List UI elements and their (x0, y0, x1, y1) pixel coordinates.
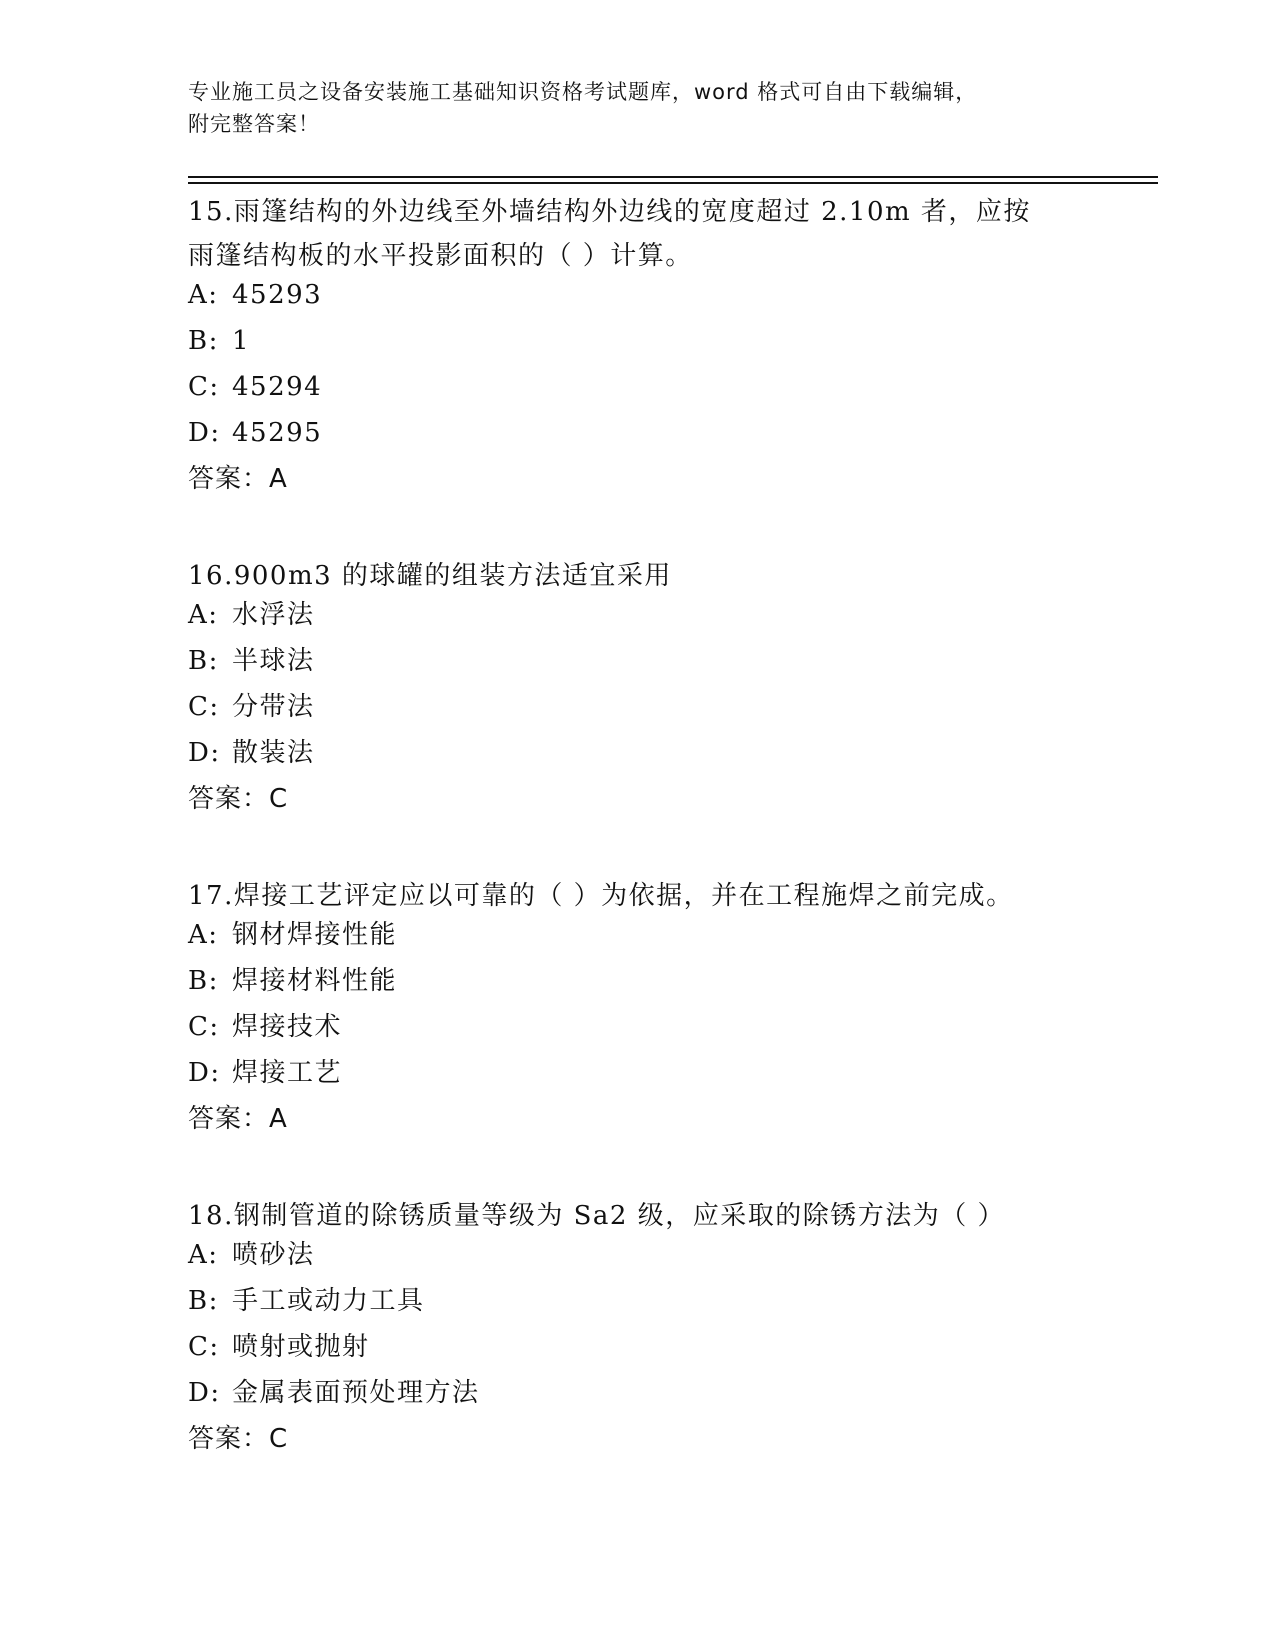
option-a (188, 920, 1108, 966)
option-letter: D: (188, 1378, 221, 1408)
option-letter: A: (188, 280, 219, 310)
header-divider-top (188, 176, 1158, 178)
option-c (188, 1012, 1108, 1058)
option-c (188, 1332, 1108, 1378)
option-text: 分带法 (232, 692, 315, 722)
question-stem: 17.焊接工艺评定应以可靠的（ ）为依据，并在工程施焊之前完成。 (188, 881, 1014, 911)
question-17 (188, 874, 1108, 1134)
option-letter: D: (188, 418, 221, 448)
option-text: 喷砂法 (232, 1240, 315, 1270)
option-b (188, 326, 1108, 372)
option-text: 焊接工艺 (232, 1058, 343, 1088)
option-text: 45293 (232, 280, 323, 310)
option-b (188, 646, 1108, 692)
option-letter: C: (188, 692, 220, 722)
option-a (188, 600, 1108, 646)
header-line-1: 专业施工员之设备安装施工基础知识资格考试题库，word 格式可自由下载编辑， (188, 80, 978, 104)
option-text: 散装法 (232, 738, 315, 768)
option-text: 焊接技术 (232, 1012, 343, 1042)
document-header (188, 76, 1088, 140)
option-c (188, 692, 1108, 738)
option-letter: A: (188, 1240, 219, 1270)
option-text: 45295 (232, 418, 323, 448)
option-text: 焊接材料性能 (232, 966, 398, 996)
option-letter: C: (188, 1332, 220, 1362)
option-text: 喷射或抛射 (232, 1332, 370, 1362)
option-text: 水浮法 (232, 600, 315, 630)
option-letter: B: (188, 326, 219, 356)
answer-line: 答案：C (188, 1424, 289, 1454)
option-a (188, 1240, 1108, 1286)
answer-line: 答案：C (188, 784, 289, 814)
option-a (188, 280, 1108, 326)
option-text: 钢材焊接性能 (232, 920, 398, 950)
option-text: 45294 (232, 372, 323, 402)
option-text: 半球法 (232, 646, 315, 676)
option-letter: C: (188, 1012, 220, 1042)
option-text: 金属表面预处理方法 (232, 1378, 480, 1408)
question-18 (188, 1194, 1108, 1454)
header-divider-bottom (188, 182, 1158, 184)
option-letter: C: (188, 372, 220, 402)
option-letter: B: (188, 646, 219, 676)
answer-line: 答案：A (188, 464, 288, 494)
option-b (188, 1286, 1108, 1332)
answer-line: 答案：A (188, 1104, 288, 1134)
option-text: 手工或动力工具 (232, 1286, 425, 1316)
option-d (188, 418, 1108, 464)
option-c (188, 372, 1108, 418)
option-letter: D: (188, 738, 221, 768)
option-b (188, 966, 1108, 1012)
option-letter: A: (188, 600, 219, 630)
option-d (188, 738, 1108, 784)
option-d (188, 1378, 1108, 1424)
option-text: 1 (232, 326, 251, 356)
question-stem: 18.钢制管道的除锈质量等级为 Sa2 级，应采取的除锈方法为（ ） (188, 1201, 1005, 1231)
option-letter: A: (188, 920, 219, 950)
question-stem: 16.900m3 的球罐的组装方法适宜采用 (188, 561, 672, 591)
option-letter: D: (188, 1058, 221, 1088)
option-d (188, 1058, 1108, 1104)
question-stem: 15.雨篷结构的外边线至外墙结构外边线的宽度超过 2.10m 者，应按雨篷结构板的水平投影面积的（ ）计算。 (188, 197, 1031, 271)
option-letter: B: (188, 966, 219, 996)
question-15 (188, 190, 1108, 494)
option-letter: B: (188, 1286, 219, 1316)
header-line-2: 附完整答案！ (188, 112, 320, 136)
question-16 (188, 554, 1108, 814)
